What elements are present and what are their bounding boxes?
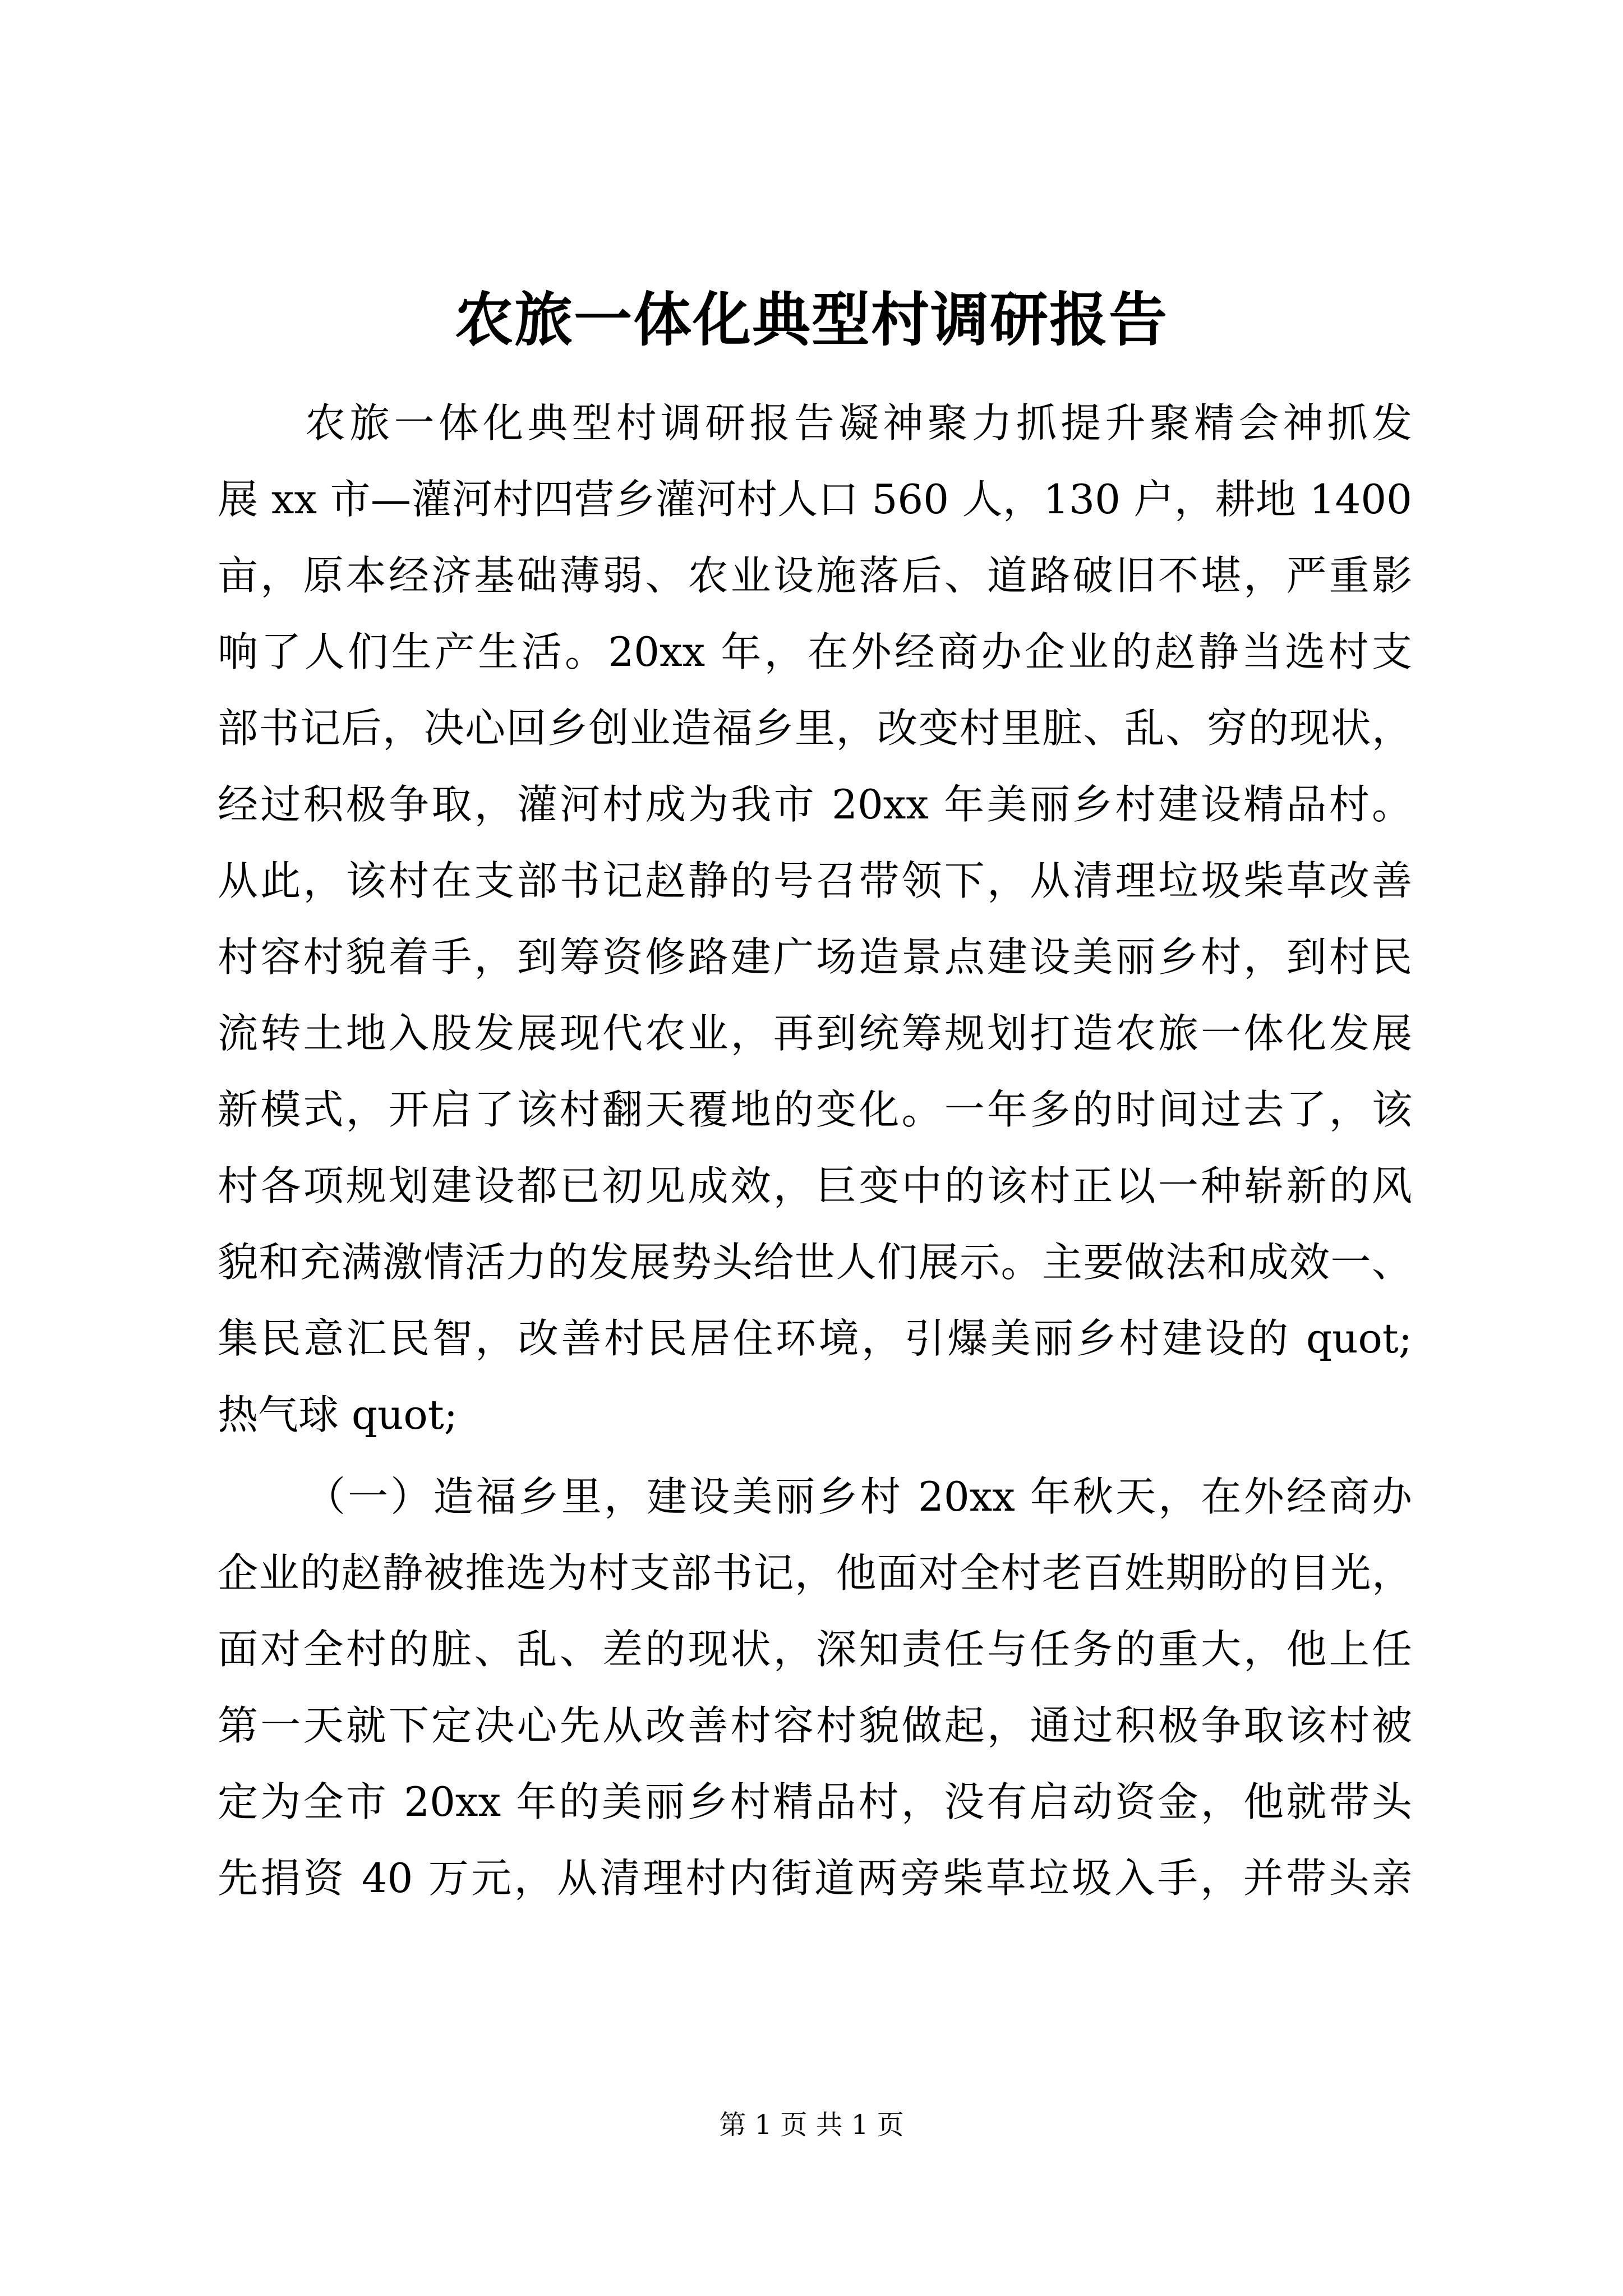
paragraph-line-19: 定为全市 20xx 年的美丽乡村精品村，没有启动资金，他就带头 (218, 1778, 1412, 1825)
paragraph-line-18: 第一天就下定决心先从改善村容村貌做起，通过积极争取该村被 (218, 1702, 1412, 1749)
paragraph-line-7: 从此，该村在支部书记赵静的号召带领下，从清理垃圾柴草改善 (218, 857, 1412, 904)
paragraph-line-9: 流转土地入股发展现代农业，再到统筹规划打造农旅一体化发展 (218, 1010, 1412, 1057)
paragraph-line-16: 企业的赵静被推选为村支部书记，他面对全村老百姓期盼的目光， (218, 1549, 1412, 1596)
paragraph-line-6: 经过积极争取，灌河村成为我市 20xx 年美丽乡村建设精品村。 (218, 781, 1412, 828)
page-footer: 第 1 页 共 1 页 (719, 2109, 904, 2141)
paragraph-line-2: 展 xx 市—灌河村四营乡灌河村人口 560 人，130 户，耕地 1400 (218, 476, 1412, 523)
paragraph-line-5: 部书记后，决心回乡创业造福乡里，改变村里脏、乱、穷的现状， (218, 705, 1412, 752)
document-title: 农旅一体化典型村调研报告 (454, 285, 1168, 354)
paragraph-line-17: 面对全村的脏、乱、差的现状，深知责任与任务的重大，他上任 (218, 1626, 1412, 1673)
paragraph-line-8: 村容村貌着手，到筹资修路建广场造景点建设美丽乡村，到村民 (218, 933, 1412, 981)
paragraph-line-11: 村各项规划建设都已初见成效，巨变中的该村正以一种崭新的风 (218, 1162, 1412, 1209)
paragraph-line-3: 亩，原本经济基础薄弱、农业设施落后、道路破旧不堪，严重影 (218, 552, 1412, 599)
paragraph-line-14: 热气球 quot; (218, 1391, 458, 1438)
paragraph-line-1: 农旅一体化典型村调研报告凝神聚力抓提升聚精会神抓发 (305, 399, 1412, 447)
paragraph-line-13: 集民意汇民智，改善村民居住环境，引爆美丽乡村建设的 quot; (218, 1315, 1412, 1362)
paragraph-line-20: 先捐资 40 万元，从清理村内街道两旁柴草垃圾入手，并带头亲 (218, 1855, 1412, 1902)
paragraph-line-15: （一）造福乡里，建设美丽乡村 20xx 年秋天，在外经商办 (305, 1473, 1412, 1520)
paragraph-line-4: 响了人们生产生活。20xx 年，在外经商办企业的赵静当选村支 (218, 628, 1412, 675)
paragraph-line-10: 新模式，开启了该村翻天覆地的变化。一年多的时间过去了，该 (218, 1086, 1412, 1133)
paragraph-line-12: 貌和充满激情活力的发展势头给世人们展示。主要做法和成效一、 (218, 1239, 1412, 1286)
